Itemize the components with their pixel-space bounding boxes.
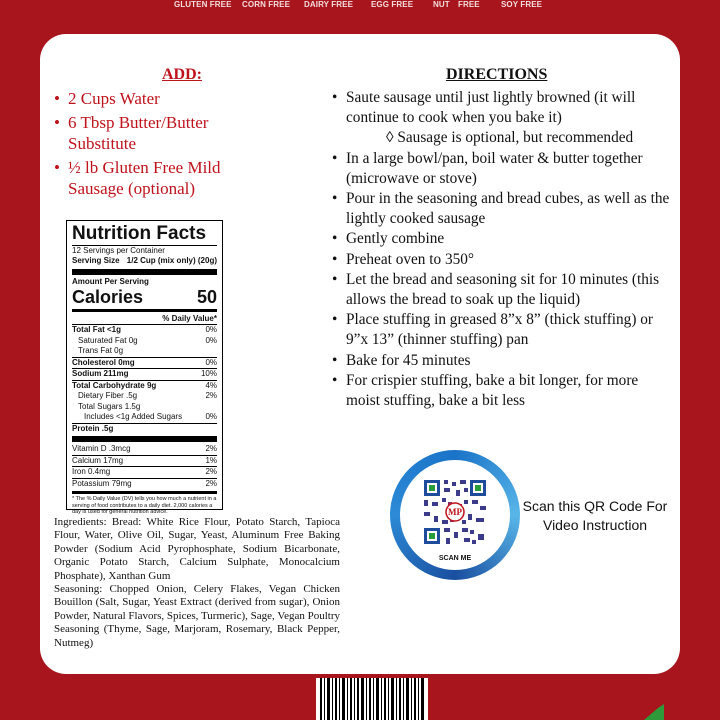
vitamin-label: Vitamin D .3mcg	[72, 444, 131, 453]
leaf-icon	[644, 704, 664, 720]
direction-step: • Preheat oven to 350°	[332, 250, 672, 270]
nutrient-dv: 0%	[205, 325, 217, 334]
allergen-soy-free: SOY FREE	[501, 0, 543, 9]
allergen-dairy-free: DAIRY FREE	[304, 0, 354, 9]
nutrient-dv: 0%	[205, 335, 217, 345]
calories-row	[72, 287, 217, 307]
nutrient-label: Cholesterol 0mg	[72, 357, 135, 367]
nutrition-title: Nutrition Facts	[72, 224, 217, 246]
ingredients-text: Ingredients: Bread: White Rice Flour, Potato Starch, Tapioca Flour, Water, Olive Oil, Sugar, Yeast, Aluminum Free Baking Powder (Sodium Acid Pyrophosphate, Sodium Bicarbonate, Organic Potato Starch, Calcium Sulphate, Monocalcium Phosphate), Xanthan Gum	[54, 516, 340, 582]
nutrient-label: Sodium 211mg	[72, 369, 129, 378]
direction-step: • Saute sausage until just lightly browned (it will continue to cook when you bake it)	[332, 88, 672, 128]
barcode-icon	[316, 678, 428, 720]
nutrition-facts-panel	[66, 220, 223, 515]
qr-code-badge[interactable]	[390, 450, 520, 580]
nutrient-dv: 4%	[205, 380, 217, 390]
nutrient-label: Total Carbohydrate 9g	[72, 380, 157, 390]
add-item: • 6 Tbsp Butter/Butter Substitute	[54, 112, 274, 154]
calories-label: Calories	[72, 286, 144, 307]
nutrient-row	[72, 381, 217, 392]
qr-code-icon[interactable]	[422, 478, 488, 548]
amount-per-serving: Amount Per Serving	[72, 276, 149, 286]
nutrient-label: Trans Fat 0g	[78, 346, 124, 355]
allergen-nut: NUT	[433, 0, 450, 9]
allergen-free: FREE	[458, 0, 480, 9]
nutrient-label: Saturated Fat 0g	[78, 335, 138, 345]
divider	[72, 436, 217, 442]
directions-heading: DIRECTIONS	[446, 66, 548, 83]
vitamin-dv: 2%	[205, 444, 217, 453]
nutrient-label: Total Sugars 1.5g	[78, 401, 141, 411]
servings-per-container: 12 Servings per Container	[72, 246, 165, 255]
vitamin-label: Calcium 17mg	[72, 455, 124, 465]
nutrient-row	[72, 325, 217, 336]
nutrient-row	[72, 358, 217, 369]
vitamin-label: Iron 0.4mg	[72, 467, 111, 476]
direction-step: • In a large bowl/pan, boil water & butter together (microwave or stove)	[332, 149, 672, 189]
nutrient-dv: 2%	[205, 391, 217, 400]
allergen-corn-free: CORN FREE	[242, 0, 291, 9]
direction-note: ◊ Sausage is optional, but recommended	[386, 129, 634, 147]
nutrient-row	[72, 369, 217, 380]
nutrient-row	[72, 346, 217, 357]
seasoning-text: Seasoning: Chopped Onion, Celery Flakes, Vegan Chicken Bouillon (Salt, Sugar, Yeast Extract (derived from sugar), Onion Powder, Natural Flavors, Spices, Turmeric), Sage, Vegan Poultry Seasoning (Thyme, Sage, Marjoram, Rosemary, Black Pepper, Nutmeg)	[54, 583, 340, 649]
divider	[72, 269, 217, 275]
vitamin-row	[72, 479, 217, 490]
nutrient-dv: 0%	[205, 412, 217, 421]
dv-header-text: % Daily Value*	[162, 313, 217, 323]
vitamin-dv: 2%	[205, 478, 217, 488]
daily-value-header	[72, 314, 217, 325]
allergen-labels	[0, 0, 720, 14]
nutrient-row	[72, 336, 217, 347]
vitamin-row	[72, 456, 217, 467]
divider	[72, 491, 217, 494]
nutrition-footnote: * The % Daily Value (DV) tells you how much a nutrient in a serving of food contributes to a daily diet. 2,000 calories a day is used for general nutrition advice.	[72, 496, 217, 515]
qr-caption: Scan this QR Code For Video Instruction	[522, 498, 668, 533]
vitamin-dv: 1%	[205, 455, 217, 465]
vitamin-row	[72, 444, 217, 455]
add-list	[54, 88, 274, 202]
qr-badge-inner	[400, 460, 510, 570]
nutrient-label: Protein .5g	[72, 423, 114, 433]
add-heading: ADD:	[162, 66, 202, 83]
nutrient-dv: 0%	[205, 357, 217, 367]
add-item: • ½ lb Gluten Free Mild Sausage (optional)	[54, 157, 274, 199]
divider	[72, 309, 217, 312]
directions-list	[332, 88, 672, 411]
vitamin-row	[72, 467, 217, 478]
ingredients-block	[54, 516, 340, 650]
add-item: • 2 Cups Water	[54, 88, 274, 109]
nutrient-row	[72, 424, 217, 435]
direction-step: • Bake for 45 minutes	[332, 351, 672, 371]
direction-step: • Pour in the seasoning and bread cubes, as well as the lightly cooked sausage	[332, 189, 672, 229]
serving-size-value: 1/2 Cup (mix only) (20g)	[126, 256, 217, 265]
calories-value: 50	[196, 286, 217, 307]
nutrient-label: Total Fat <1g	[72, 325, 121, 334]
nutrient-dv: 10%	[200, 369, 217, 378]
nutrient-row	[72, 402, 217, 413]
serving-size-row	[72, 256, 217, 267]
nutrient-row	[72, 412, 217, 423]
nutrient-row	[72, 391, 217, 402]
scan-me-label: SCAN ME	[438, 555, 472, 562]
direction-step: • Gently combine	[332, 229, 672, 249]
direction-step: • Let the bread and seasoning sit for 10 minutes (this allows the bread to soak up the liquid)	[332, 270, 672, 310]
direction-step: • Place stuffing in greased 8”x 8” (thick stuffing) or 9”x 13” (thinner stuffing) pan	[332, 310, 672, 350]
direction-step: • For crispier stuffing, bake a bit longer, for more moist stuffing, bake a bit less	[332, 371, 672, 411]
serving-size-label: Serving Size	[72, 256, 120, 265]
nutrient-label: Dietary Fiber .5g	[78, 391, 138, 400]
qr-logo-text: MP	[448, 507, 462, 517]
allergen-egg-free: EGG FREE	[371, 0, 414, 9]
nutrient-label: Includes <1g Added Sugars	[84, 412, 183, 421]
allergen-gluten-free: GLUTEN FREE	[174, 0, 232, 9]
vitamin-label: Potassium 79mg	[72, 478, 132, 488]
vitamin-dv: 2%	[205, 467, 217, 476]
